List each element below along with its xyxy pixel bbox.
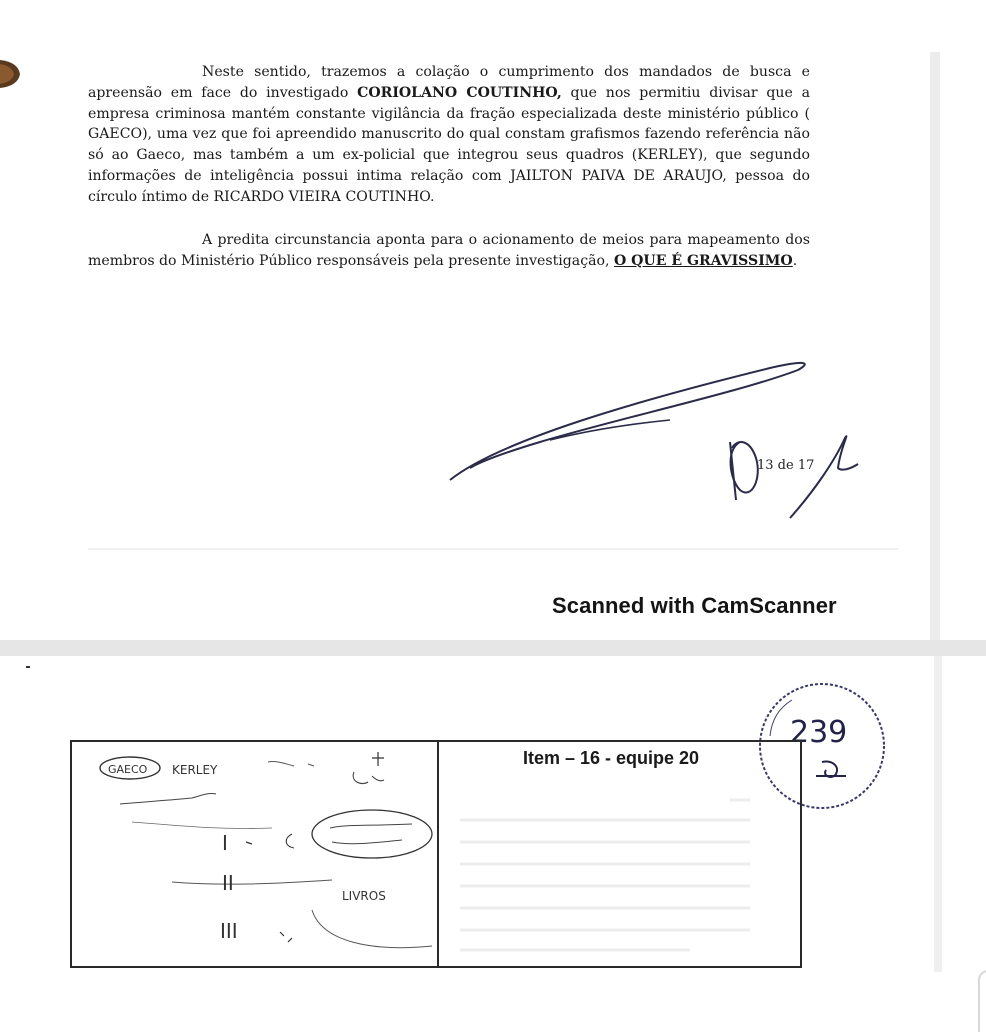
seal-number: 239 <box>790 715 848 750</box>
note-kerley: KERLEY <box>172 763 218 777</box>
note-gaeco: GAECO <box>108 763 148 776</box>
item-label: Item – 16 - equipe 20 <box>523 748 700 768</box>
note-roman-3: III <box>220 919 238 943</box>
table-divider <box>437 740 439 968</box>
page-separator <box>0 640 986 656</box>
paragraph-1: Neste sentido, trazemos a colação o cumprimento dos mandados de busca e apreensão em face do investigado CORIOLANO COUTINHO, que nos permitiu divisar que a empresa criminosa mantém constante vigilância da fração especializada deste ministério público ( GAECO), uma vez que foi apreendido manuscrito do qual constam grafismos fazendo referência não só ao Gaeco, mas também a um ex-policial que integrou seus quadros (KERLEY), que segundo informações de inteligência possui intima relação com JAILTON PAIVA DE ARAUJO, pessoa do círculo íntimo de RICARDO VIEIRA COUTINHO. <box>88 64 810 205</box>
emphasis-text: O QUE É GRAVISSIMO <box>613 252 793 269</box>
signature-mark <box>440 350 870 550</box>
ui-corner <box>978 970 986 1032</box>
scanner-watermark: Scanned with CamScanner <box>552 593 837 618</box>
page-number: 13 de 17 <box>757 458 815 473</box>
binder-clip-icon <box>0 58 22 90</box>
bold-name: CORIOLANO COUTINHO, <box>357 84 562 101</box>
handwritten-notes <box>72 742 436 966</box>
note-roman-1: I <box>222 831 228 855</box>
page-edge <box>930 52 940 642</box>
divider <box>88 548 898 550</box>
note-roman-2: II <box>222 871 234 895</box>
faint-bleedthrough-text <box>450 790 750 960</box>
page-edge <box>934 656 942 972</box>
scan-artifact <box>26 666 30 668</box>
note-livros: LIVROS <box>342 889 386 903</box>
paragraph-2: A predita circunstancia aponta para o acionamento de meios para mapeamento dos membros do Ministério Público responsáveis pela presente investigação, O QUE É GRAVISSIMO. <box>88 232 810 269</box>
